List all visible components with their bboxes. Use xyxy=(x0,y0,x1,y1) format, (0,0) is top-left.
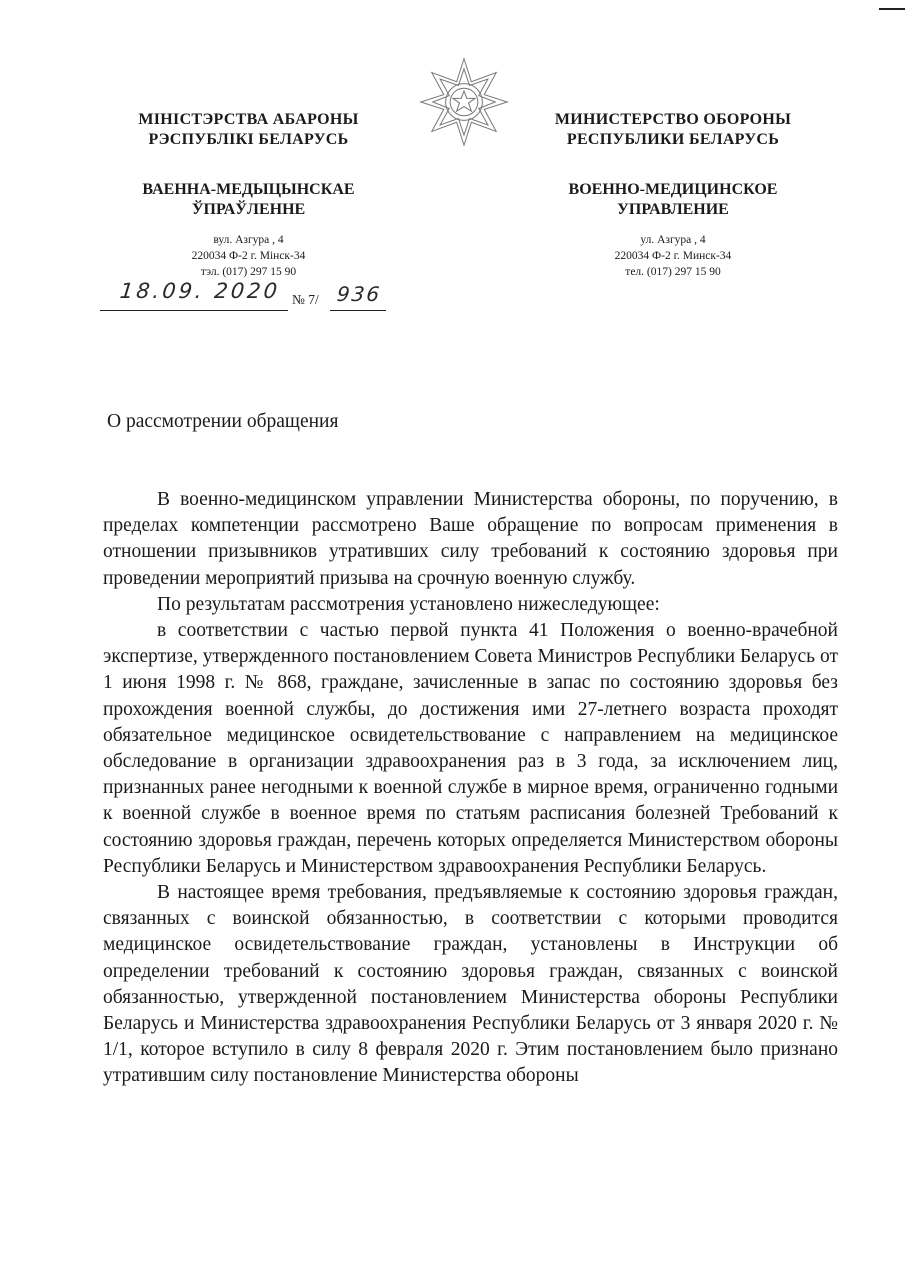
department-name-be: ВАЕННА-МЕДЫЦЫНСКАЕ ЎПРАЎЛЕННЕ xyxy=(142,181,355,218)
header-left-belarusian xyxy=(86,110,411,280)
body-paragraph: В военно-медицинском управлении Министерства обороны, по поручению, в пределах компетенции рассмотрено Ваше обращение по вопросам применения в отношении призывников утративших силу требований к состоянию здоровья при проведении мероприятий призыва на срочную военную службу. xyxy=(103,489,838,589)
ministry-name-ru: МИНИСТЕРСТВО ОБОРОНЫ РЕСПУБЛИКИ БЕЛАРУСЬ xyxy=(554,111,792,148)
letter-subject: О рассмотрении обращения xyxy=(107,411,339,432)
header-right-russian xyxy=(508,110,838,280)
ministry-star-emblem-icon xyxy=(418,56,510,148)
number-underline xyxy=(330,310,386,311)
number-prefix: № 7/ xyxy=(292,292,319,307)
handwritten-number: 936 xyxy=(335,282,383,306)
body-paragraph: в соответствии с частью первой пункта 41 Положения о военно-врачебной экспертизе, утвержденного постановлением Совета Министров Республики Беларусь от 1 июня 1998 г. № 868, граждане, зачисленные в запас по состоянию здоровья без прохождения военной службы, до достижения ими 27-летнего возраста проходят обязательное медицинское освидетельствование с направлением на медицинское обследование в организации здравоохранения раз в 3 года, за исключением лиц, признанных ранее негодными к военной службе в мирное время, ограниченно годными к военной службе в военное время по статьям расписания болезней Требований к состоянию здоровья граждан, перечень которых определяется Министерством обороны Республики Беларусь и Министерством здравоохранения Республики Беларусь. xyxy=(103,620,838,877)
body-paragraph: В настоящее время требования, предъявляемые к состоянию здоровья граждан, связанных с воинской обязанностью, в соответствии с которыми проводится медицинское освидетельствование граждан, установлены в Инструкции об определении требований к состоянию здоровья граждан, связанных с воинской обязанностью, утвержденной постановлением Министерства обороны Республики Беларусь и Министерства здравоохранения Республики Беларусь от 3 января 2020 г. № 1/1, которое вступило в силу 8 февраля 2020 г. Этим постановлением было признано утратившим силу постановление Министерства обороны xyxy=(103,882,838,1087)
department-name-ru: ВОЕННО-МЕДИЦИНСКОЕ УПРАВЛЕНИЕ xyxy=(568,181,778,218)
letter-body xyxy=(103,487,838,1090)
address-ru: ул. Азгура , 4 220034 Ф-2 г. Минск-34 тел. (017) 297 15 90 xyxy=(614,234,732,278)
address-be: вул. Азгура , 4 220034 Ф-2 г. Мінск-34 тэл. (017) 297 15 90 xyxy=(191,234,306,278)
handwritten-date: 18.09. 2020 xyxy=(118,279,282,303)
ministry-name-be: МІНІСТЭРСТВА АБАРОНЫ РЭСПУБЛІКІ БЕЛАРУСЬ xyxy=(138,111,359,148)
body-paragraph: По результатам рассмотрения установлено нижеследующее: xyxy=(157,593,660,615)
scan-corner-mark xyxy=(879,8,905,10)
